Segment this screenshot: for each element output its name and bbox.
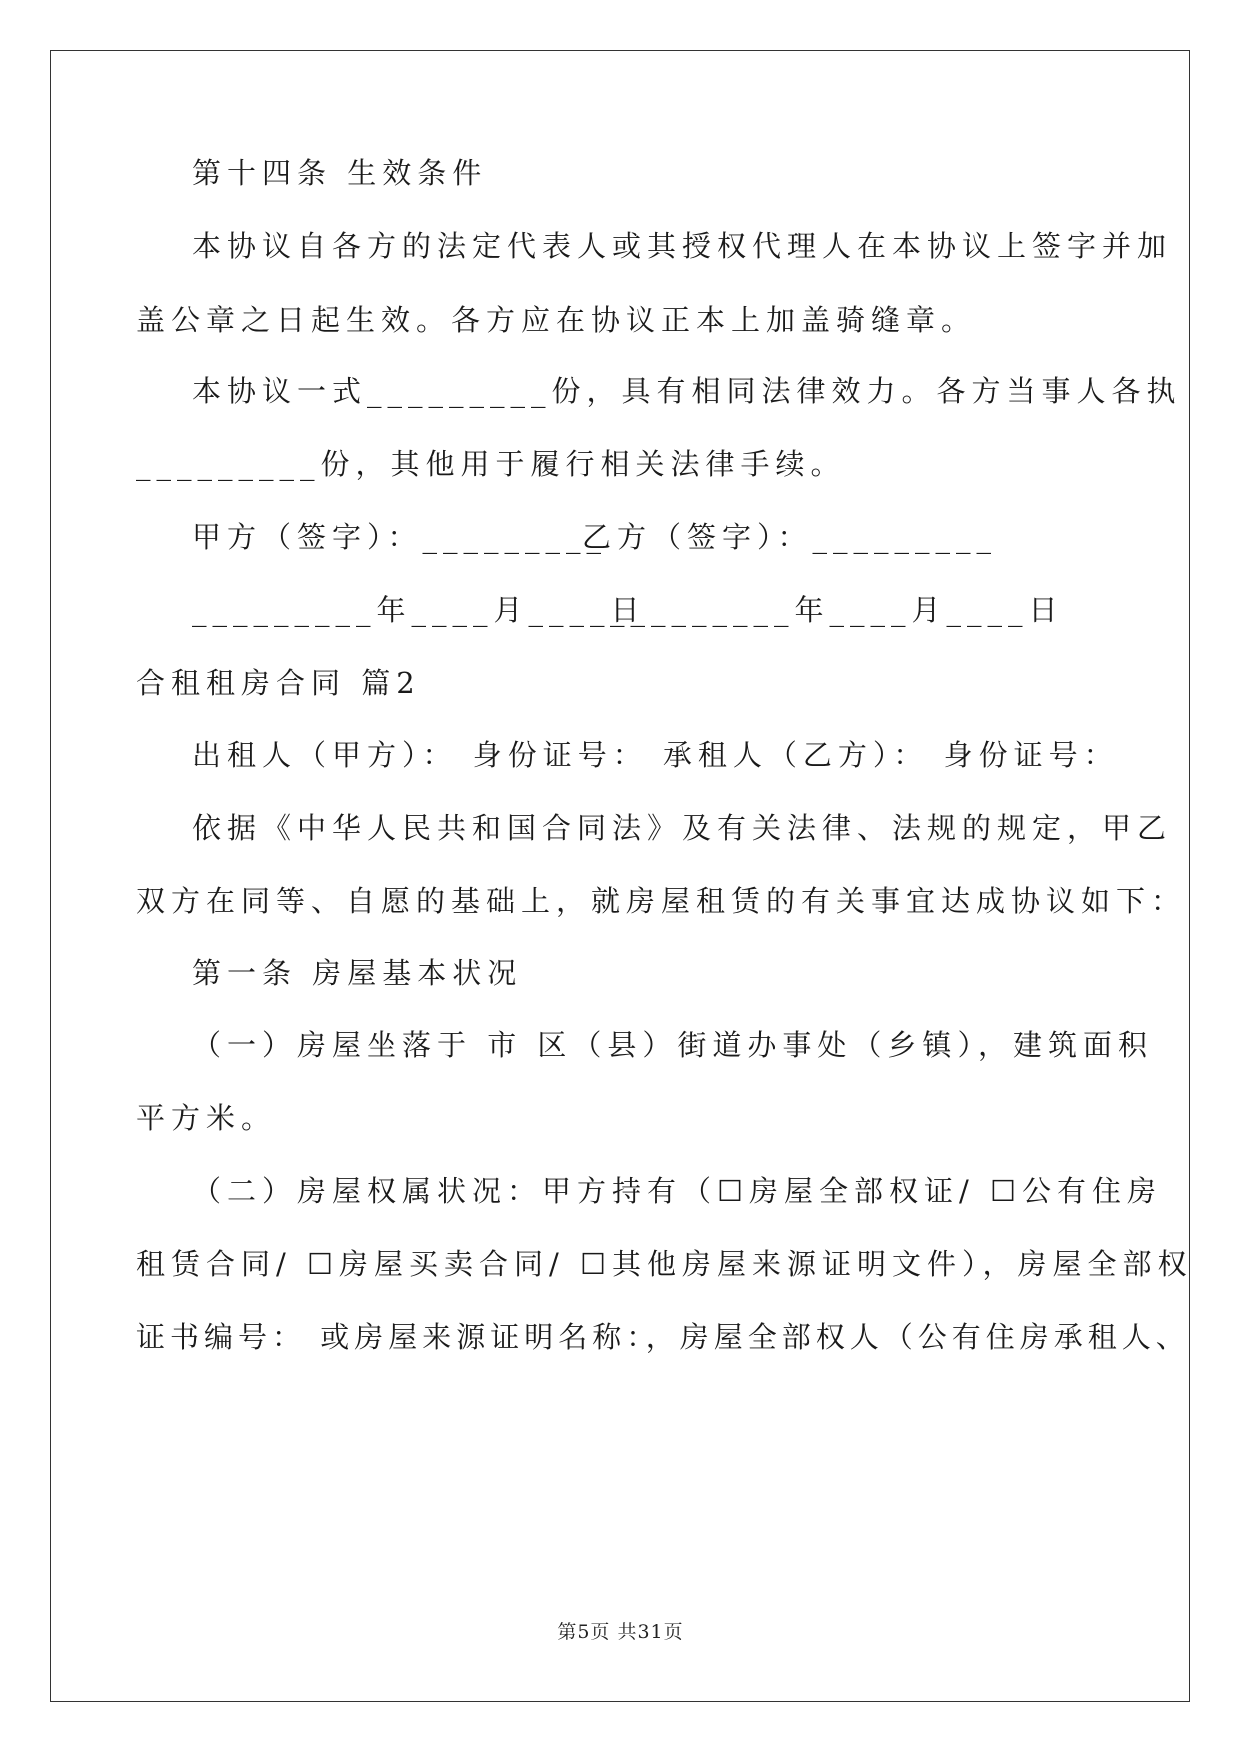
paragraph-line: （二）房屋权属状况：甲方持有（☐房屋全部权证/ ☐公有住房 — [192, 1174, 1162, 1208]
party-a-date: _________年____月____日 — [192, 593, 646, 627]
section-title: 合租租房合同 篇2 — [136, 666, 421, 700]
page-border — [50, 50, 1193, 1702]
party-a-signature: 甲方（签字）：_________ — [192, 520, 608, 554]
paragraph-line: 证书编号： 或房屋来源证明名称：，房屋全部权人（公有住房承租人、 — [136, 1320, 1190, 1354]
article-1-heading: 第一条 房屋基本状况 — [192, 956, 523, 990]
party-b-date: _________年____月____日 — [610, 593, 1064, 627]
paragraph-line: 本协议一式_________份，具有相同法律效力。各方当事人各执 — [192, 374, 1182, 408]
paragraph-line: _________份，其他用于履行相关法律手续。 — [136, 447, 846, 481]
paragraph-line: 盖公章之日起生效。各方应在协议正本上加盖骑缝章。 — [136, 303, 977, 337]
page-number-footer: 第5页 共31页 — [557, 1621, 684, 1643]
parties-line: 出租人（甲方）： 身份证号： 承租人（乙方）： 身份证号： — [192, 738, 1119, 772]
article-14-heading: 第十四条 生效条件 — [192, 156, 488, 190]
paragraph-line: 平方米。 — [136, 1101, 277, 1135]
paragraph-line: 双方在同等、自愿的基础上，就房屋租赁的有关事宜达成协议如下： — [136, 884, 1187, 918]
paragraph-line: （一）房屋坐落于 市 区（县）街道办事处（乡镇），建筑面积 — [192, 1028, 1153, 1062]
paragraph-line: 本协议自各方的法定代表人或其授权代理人在本协议上签字并加 — [192, 229, 1173, 263]
paragraph-line: 依据《中华人民共和国合同法》及有关法律、法规的规定，甲乙 — [192, 811, 1173, 845]
paragraph-line: 租赁合同/ ☐房屋买卖合同/ ☐其他房屋来源证明文件），房屋全部权 — [136, 1247, 1193, 1281]
party-b-signature: 乙方（签字）：_________ — [582, 520, 998, 554]
